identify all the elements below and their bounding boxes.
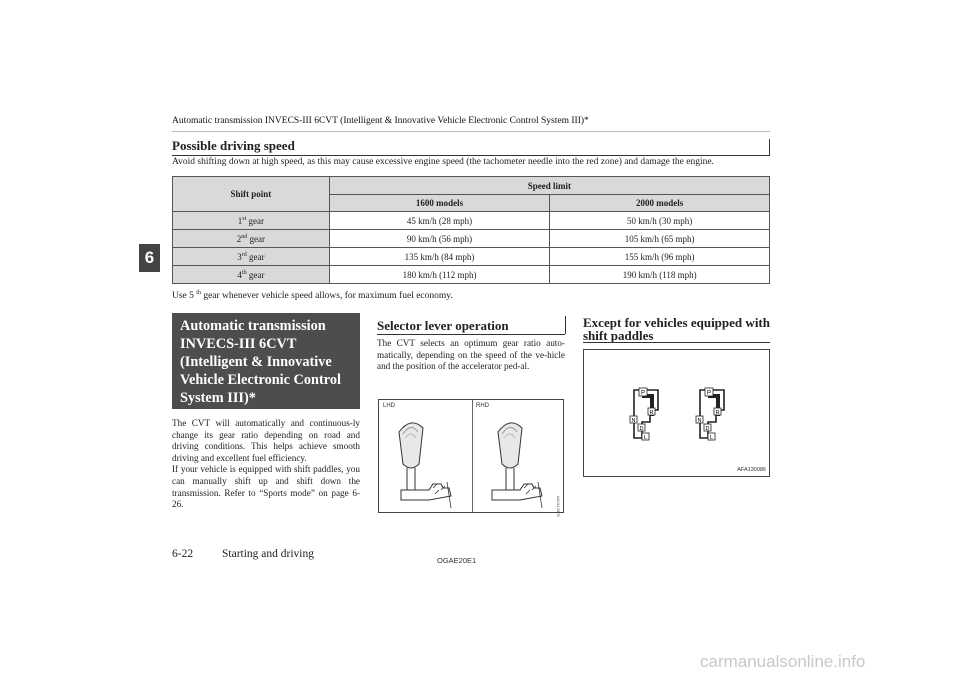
speed-2000-cell: 50 km/h (30 mph): [550, 212, 770, 230]
page-number: 6-22: [172, 548, 194, 560]
speed-limit-table: [172, 176, 770, 284]
gate-letter-n: N: [631, 418, 636, 424]
header-1600-models: 1600 models: [329, 195, 550, 212]
gate-letter-d: D: [705, 426, 710, 432]
table-row: [173, 212, 770, 230]
chapter-tab: 6: [139, 244, 160, 272]
lhd-label: LHD: [383, 403, 396, 409]
table-row: [173, 248, 770, 266]
header-shift-point: Shift point: [173, 177, 330, 212]
selector-lever-title: Selector lever operation: [377, 318, 509, 333]
shift-gate-figure: [583, 349, 770, 477]
speed-2000-cell: 190 km/h (118 mph): [550, 266, 770, 284]
shift-gate-figure-code: AFA130086: [737, 467, 766, 473]
speed-1600-cell: 135 km/h (84 mph): [329, 248, 550, 266]
speed-1600-cell: 45 km/h (28 mph): [329, 212, 550, 230]
gate-letter-r: R: [715, 410, 720, 416]
selector-lever-rule: [377, 334, 565, 335]
watermark: carmanualsonline.info: [700, 652, 866, 671]
speed-2000-cell: 155 km/h (96 mph): [550, 248, 770, 266]
table-row: [173, 230, 770, 248]
gate-letter-d: D: [639, 426, 644, 432]
section-rule: [172, 155, 770, 156]
document-code: OGAE20E1: [437, 556, 477, 565]
gate-letter-l: L: [709, 435, 714, 441]
selector-lever-figure: [378, 399, 564, 517]
rhd-lever-illustration: [482, 414, 552, 510]
cvt-paragraph-1: The CVT will automatically and continuous-ly change its gear ratio depending on road and driving conditions. This helps achieve smooth driving and excellent fuel efficiency.: [172, 418, 360, 463]
speed-1600-cell: 180 km/h (112 mph): [329, 266, 550, 284]
shift-gate-illustration-left: [628, 386, 672, 444]
footer-section-name: Starting and driving: [222, 548, 314, 560]
driving-speed-intro: Avoid shifting down at high speed, as this may cause excessive engine speed (the tachometer needle into the red zone) and damage the engine.: [172, 157, 714, 167]
gate-letter-n: N: [697, 418, 702, 424]
speed-2000-cell: 105 km/h (65 mph): [550, 230, 770, 248]
gate-letter-p: P: [640, 390, 646, 397]
selector-figure-code: AA0113878: [556, 496, 561, 517]
table-row: [173, 266, 770, 284]
selector-lever-body: The CVT selects an optimum gear ratio auto-matically, depending on the speed of the ve-hicle and the position of the accelerator ped-al.: [377, 338, 565, 372]
header-rule: [172, 131, 770, 132]
speed-1600-cell: 90 km/h (56 mph): [329, 230, 550, 248]
section-rule-tick: [769, 139, 770, 155]
gear-cell: 1st gear: [173, 212, 330, 230]
gate-letter-r: R: [649, 410, 654, 416]
lhd-lever-illustration: [389, 414, 459, 510]
section-title-driving-speed: Possible driving speed: [172, 138, 295, 153]
gate-letter-l: L: [643, 435, 648, 441]
gear-cell: 4th gear: [173, 266, 330, 284]
header-speed-limit: Speed limit: [329, 177, 769, 195]
header-2000-models: 2000 models: [550, 195, 770, 212]
shift-paddles-rule: [583, 342, 770, 343]
selector-lever-rule-tick: [565, 316, 566, 334]
shift-gate-illustration-right: [694, 386, 738, 444]
gear-cell: 3rd gear: [173, 248, 330, 266]
gear-cell: 2nd gear: [173, 230, 330, 248]
shift-paddles-title: Except for vehicles equipped with shift paddles: [583, 315, 770, 343]
rhd-label: RHD: [476, 403, 489, 409]
fuel-economy-tip: Use 5 $^{th}$ gear whenever vehicle speed allows, for maximum fuel economy.: [172, 289, 453, 301]
cvt-paragraph-2: If your vehicle is equipped with shift paddles, you can manually shift up and shift down the transmission. Refer to “Sports mode” on page 6-26.: [172, 464, 360, 510]
gate-letter-p: P: [706, 390, 712, 397]
chapter-section-title-box: Automatic transmission INVECS-III 6CVT (Intelligent & Innovative Vehicle Electronic Control System III)*: [172, 313, 360, 409]
cvt-description: [172, 418, 360, 511]
figure-divider: [472, 400, 473, 512]
running-header: Automatic transmission INVECS-III 6CVT (Intelligent & Innovative Vehicle Electronic Control System III)*: [172, 116, 589, 126]
